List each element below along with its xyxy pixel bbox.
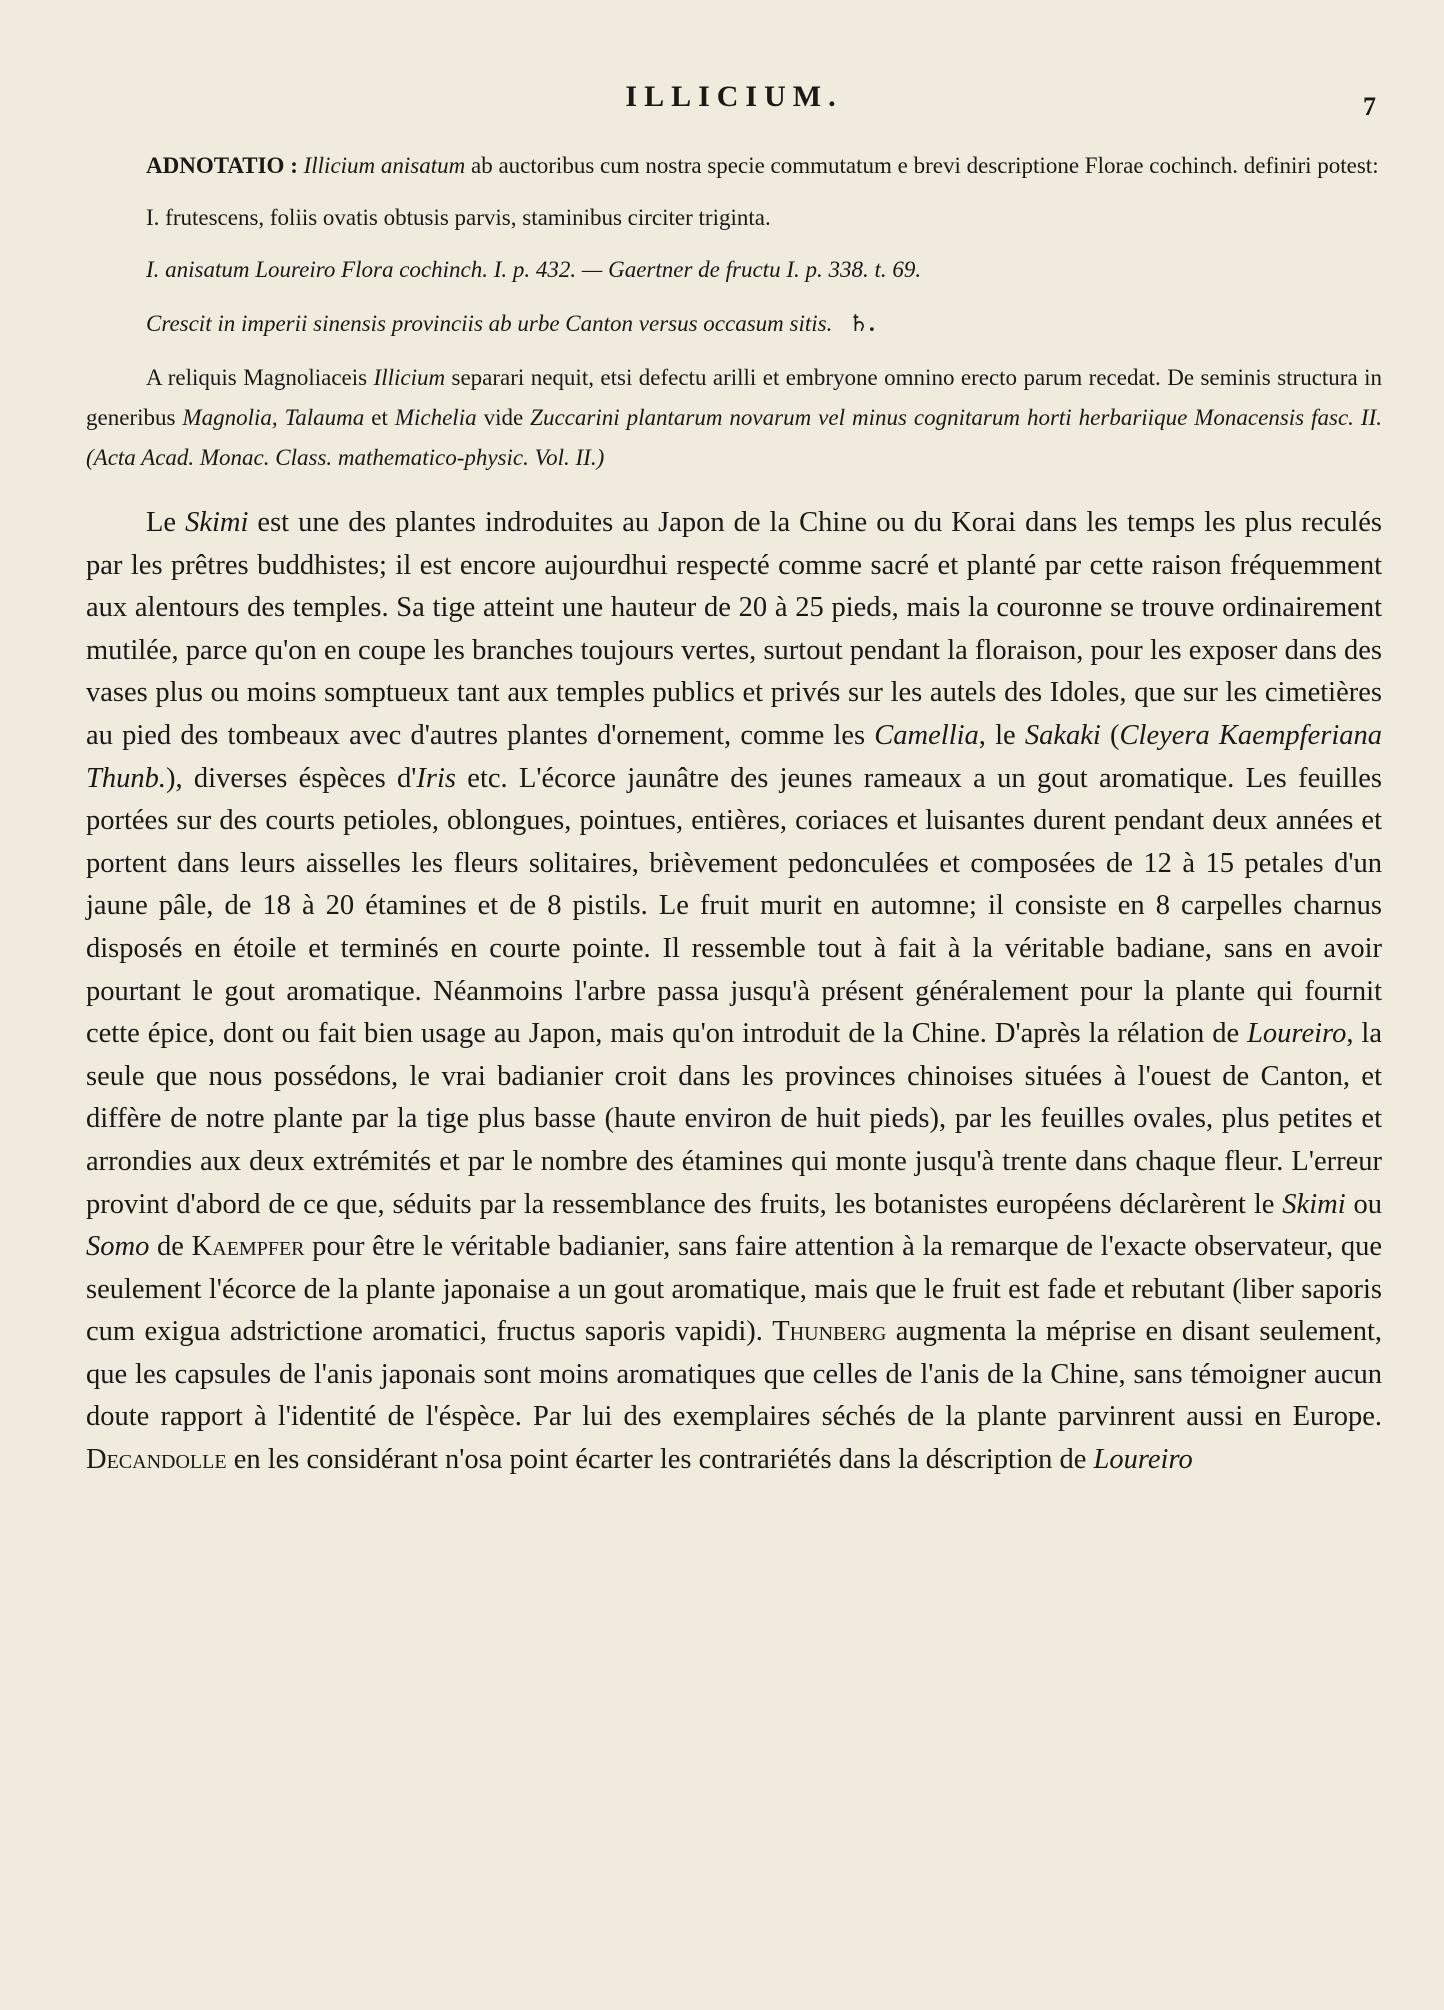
text-run: ou — [1345, 1188, 1382, 1220]
reference: Zuccarini plantarum novarum vel minus cognitarum horti herbariique Monacensis fasc. II. (Acta Acad. Monac. Class. mathematico-physic. Vol. II.) — [86, 405, 1382, 470]
text-run: de — [149, 1231, 192, 1263]
text-run: en les considérant n'osa point écarter les contrariétés dans la déscription de — [226, 1444, 1094, 1476]
genus-name: Magnolia, Talauma — [182, 405, 365, 430]
running-title: ILLICIUM. — [625, 80, 843, 113]
page-header — [86, 76, 1382, 146]
plant-name: Sakaki — [1024, 719, 1101, 751]
habit-symbol: ♄. — [848, 311, 875, 336]
text-run: pour être le véritable badianier, sans faire attention à la remarque de l'exacte observateur, que seulement l'écorce de la plante japonaise a un gout aromatique, mais que le fruit est fade et rebutant (liber saporis cum exigua adstrictione aromatici, fructus saporis vapidi). — [86, 1231, 1382, 1348]
author-name: Decandolle — [86, 1444, 227, 1476]
text-run: ), diverses éspèces d' — [165, 762, 417, 794]
text-run: est une des plantes indroduites au Japon de la Chine ou du Korai dans les temps les plus reculés par les prêtres buddhistes; il est encore aujourdhui respecté comme sacré et planté par cette raison fréquemment aux alentours des temples. Sa tige atteint une hauteur de 20 à 25 pieds, mais la couronne se trouve ordinairement mutilée, parce qu'on en coupe les branches toujours vertes, surtout pendant la floraison, pour les exposer dans des vases plus ou moins somptueux tant aux temples publics et privés sur les autels des Idoles, que sur les cimetières au pied des tombeaux avec d'autres plantes d'ornement, comme les — [86, 507, 1383, 751]
annotation-paragraph — [86, 146, 1382, 186]
annotation-block — [86, 146, 1382, 478]
habitat-text: Crescit in imperii sinensis provinciis ab urbe Canton versus occasum sitis. — [146, 311, 833, 336]
text-run: augmenta la méprise en disant seulement, que les capsules de l'anis japonais sont moins aromatiques que celles de l'anis de la Chine, sans témoigner aucun doute rapport à l'identité de l'éspèce. Par lui des exemplaires séchés de la plante parvinrent aussi en Europe. — [86, 1316, 1383, 1433]
habitat-line — [86, 304, 1382, 344]
plant-name: Somo — [86, 1231, 150, 1263]
author-name: Kaempfer — [191, 1231, 305, 1263]
author-name: Loureiro — [1247, 1018, 1347, 1050]
text-run: separari nequit, etsi defectu arilli et embryone omnino erecto parum recedat. De seminis structura in generibus — [86, 365, 1382, 430]
genus-name: Michelia — [394, 405, 477, 430]
species-name: Illicium anisatum — [303, 153, 466, 178]
diagnosis: I. frutescens, foliis ovatis obtusis parvis, staminibus circiter triginta. — [146, 205, 771, 230]
annotation-text: ab auctoribus cum nostra specie commutatum e brevi descriptione Florae cochinch. definiri potest: — [465, 153, 1379, 178]
main-text — [86, 502, 1382, 1482]
reliquis-paragraph — [86, 358, 1382, 478]
plant-name: Cleyera Kaempferiana Thunb. — [86, 719, 1382, 794]
text-run: ( — [1100, 719, 1120, 751]
plant-name: Skimi — [185, 507, 249, 538]
plant-name: Skimi — [1282, 1188, 1346, 1220]
citation: I. anisatum Loureiro Flora cochinch. I. p. 432. — Gaertner de fructu I. p. 338. t. 69. — [146, 257, 922, 282]
text-run: etc. L'écorce jaunâtre des jeunes rameaux a un gout aromatique. Les feuilles portées sur des courts petioles, oblongues, pointues, entières, coriaces et luisantes durent pendant deux années et portent dans leurs aisselles les fleurs solitaires, brièvement pedonculées et composées de 12 à 15 petales d'un jaune pâle, de 18 à 20 étamines et de 8 pistils. Le fruit murit en automne; il consiste en 8 carpelles charnus disposés en étoile et terminés en courte pointe. Il ressemble tout à fait à la véritable badiane, sans en avoir pourtant le gout aromatique. Néanmoins l'arbre passa jusqu'à présent généralement pour la plante qui fournit cette épice, dont ou fait bien usage au Japon, mais qu'on introduit de la Chine. D'après la rélation de — [86, 762, 1382, 1050]
author-name: Thunberg — [772, 1316, 887, 1348]
annotation-label: ADNOTATIO : — [146, 153, 298, 178]
text-run: Le — [146, 507, 186, 538]
text-run: , le — [978, 719, 1025, 751]
plant-name: Iris — [416, 762, 456, 794]
text-run: A reliquis Magnoliaceis — [146, 365, 374, 390]
text-run: vide — [476, 405, 531, 430]
page-number: 7 — [1363, 92, 1376, 121]
main-paragraph — [86, 502, 1382, 1482]
plant-name: Camellia — [874, 719, 979, 751]
author-name: Loureiro — [1093, 1444, 1193, 1476]
genus-name: Illicium — [373, 365, 446, 390]
text-run: , la seule que nous possédons, le vrai badianier croit dans les provinces chinoises situées à l'ouest de Canton, et diffère de notre plante par la tige plus basse (haute environ de huit pieds), par les feuilles ovales, plus petites et arrondies aux deux extrémités et par le nombre des étamines qui monte jusqu'à trente dans chaque fleur. L'erreur provint d'abord de ce que, séduits par la ressemblance des fruits, les botanistes européens déclarèrent le — [86, 1018, 1382, 1220]
text-run: et — [364, 405, 395, 430]
